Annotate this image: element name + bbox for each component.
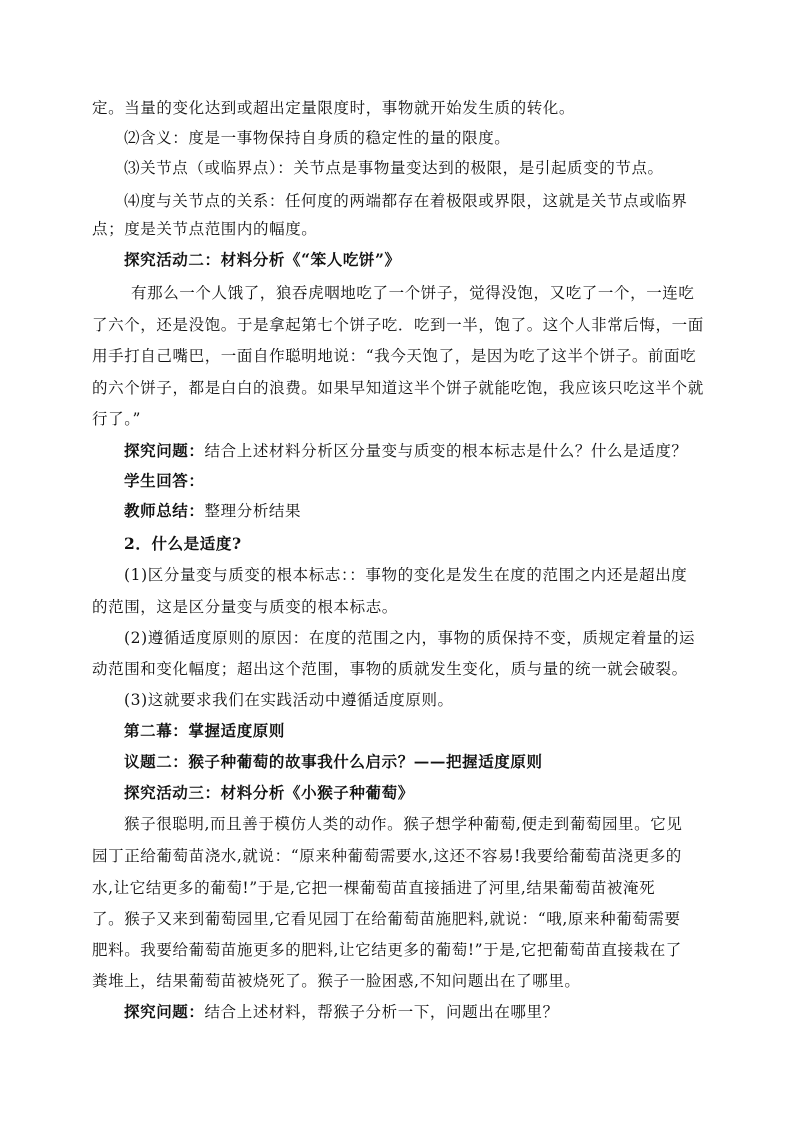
paragraph-line: ⑶关节点（或临界点）：关节点是事物量变达到的极限，是引起质变的节点。 xyxy=(124,159,664,177)
question-line xyxy=(124,1002,744,1022)
question-text: 结合上述材料，帮猴子分析一下，问题出在哪里？ xyxy=(204,1003,559,1021)
question-label: 探究问题： xyxy=(124,441,205,460)
student-answer-line xyxy=(124,471,744,491)
paragraph-line: 的六个饼子，都是白白的浪费。如果早知道这半个饼子就能吃饱，我应该只吃这半个就 xyxy=(92,379,704,397)
summary-label: 教师总结： xyxy=(124,501,205,520)
paragraph-line: (3)这就要求我们在实践活动中遵循适度原则。 xyxy=(124,691,454,709)
answer-label: 学生回答： xyxy=(124,471,205,490)
paragraph-line: 了六个，还是没饱。于是拿起第七个饼子吃．吃到一半，饱了。这个人非常后悔，一面 xyxy=(92,316,704,334)
paragraph-line: 点；度是关节点范围内的幅度。 xyxy=(92,220,318,238)
section-heading: 探究活动三：材料分析《小猴子种葡萄》 xyxy=(124,783,414,802)
paragraph-line: 水,让它结更多的葡萄!”于是,它把一棵葡萄苗直接插进了河里,结果葡萄苗被淹死 xyxy=(92,879,656,897)
question-line xyxy=(124,441,744,461)
paragraph-line: 用手打自己嘴巴，一面自作聪明地说：“我今天饱了，是因为吃了这半个饼子。前面吃 xyxy=(92,347,697,365)
summary-text: 整理分析结果 xyxy=(204,502,302,520)
teacher-summary-line xyxy=(124,501,744,521)
paragraph-line: 粪堆上，结果葡萄苗被烧死了。猴子一脸困惑,不知问题出在了哪里。 xyxy=(92,972,581,990)
act-heading: 第二幕：掌握适度原则 xyxy=(124,721,286,740)
paragraph-line: 了。猴子又来到葡萄园里,它看见园丁在给葡萄苗施肥料,就说：“哦,原来种葡萄需要 xyxy=(92,910,681,928)
question-text: 结合上述材料分析区分量变与质变的根本标志是什么？什么是适度？ xyxy=(204,442,688,460)
paragraph-line: 园丁正给葡萄苗浇水,就说：“原来种葡萄需要水,这还不容易!我要给葡萄苗浇更多的 xyxy=(92,847,682,865)
paragraph-line: 猴子很聪明,而且善于模仿人类的动作。猴子想学种葡萄,便走到葡萄园里。它见 xyxy=(124,815,683,833)
paragraph-line: 有那么一个人饿了，狼吞虎咽地吃了一个饼子，觉得没饱，又吃了一个，一连吃 xyxy=(131,284,695,302)
paragraph-line: ⑷度与关节点的关系：任何度的两端都存在着极限或界限，这就是关节点或临界 xyxy=(124,192,688,210)
paragraph-line: 动范围和变化幅度；超出这个范围，事物的质就发生变化，质与量的统一就会破裂。 xyxy=(92,660,688,678)
question-label: 探究问题： xyxy=(124,1002,205,1021)
paragraph-line: 行了。” xyxy=(92,410,142,428)
paragraph-line: (2)遵循适度原则的原因：在度的范围之内，事物的质保持不变，质规定着量的运 xyxy=(124,629,696,647)
paragraph-line: (1)区分量变与质变的根本标志：：事物的变化是发生在度的范围之内还是超出度 xyxy=(124,566,688,584)
subsection-heading: 2．什么是适度? xyxy=(124,534,242,553)
paragraph-line: ⑵含义：度是一事物保持自身质的稳定性的量的限度。 xyxy=(124,129,511,147)
paragraph-line: 的范围，这是区分量变与质变的根本标志。 xyxy=(92,598,398,616)
topic-heading: 议题二：猴子种葡萄的故事我什么启示？——把握适度原则 xyxy=(124,752,543,771)
paragraph-line: 肥料。我要给葡萄苗施更多的肥料,让它结更多的葡萄!”于是,它把葡萄苗直接栽在了 xyxy=(92,941,682,959)
section-heading: 探究活动二：材料分析《“笨人吃饼”》 xyxy=(124,250,401,269)
paragraph-line: 定。当量的变化达到或超出定量限度时，事物就开始发生质的转化。 xyxy=(92,99,576,117)
